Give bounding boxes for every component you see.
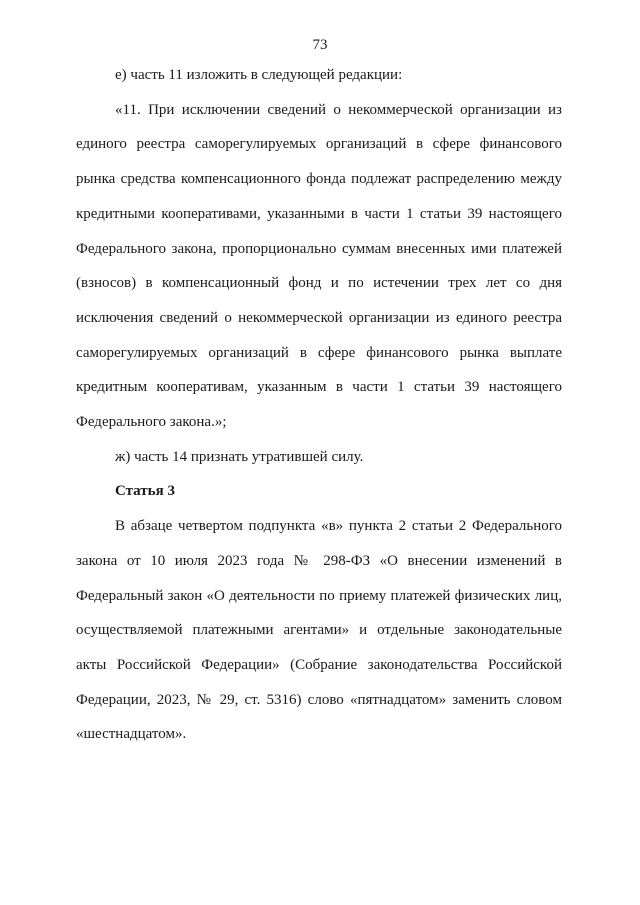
text-line: кредитными кооперативами, указанными в части 1 статьи 39 настоящего: [76, 205, 562, 222]
text-line: «11. При исключении сведений о некоммерческой организации из: [115, 101, 562, 118]
text-line: «шестнадцатом».: [76, 726, 187, 743]
text-line: Федеральный закон «О деятельности по приему платежей физических лиц,: [76, 587, 562, 604]
text-line: Федерации, 2023, № 29, ст. 5316) слово «пятнадцатом» заменить словом: [76, 691, 562, 708]
document-body: [76, 58, 562, 752]
page-number: 73: [312, 37, 328, 53]
text-line: кредитным кооперативам, указанным в части 1 статьи 39 настоящего: [76, 379, 562, 396]
paragraph-part-11: [76, 93, 562, 440]
article-heading: Статья 3: [115, 483, 175, 500]
text-line: осуществляемой платежными агентами» и отдельные законодательные: [76, 622, 562, 639]
text-line: (взносов) в компенсационный фонд и по истечении трех лет со дня: [76, 275, 562, 292]
text-line: единого реестра саморегулируемых организаций в сфере финансового: [76, 136, 562, 153]
paragraph-article-3: [76, 509, 562, 752]
text-line: акты Российской Федерации» (Собрание законодательства Российской: [76, 656, 562, 673]
text-line: Федерального закона, пропорционально суммам внесенных ими платежей: [76, 240, 562, 257]
text-line: рынка средства компенсационного фонда подлежат распределению между: [76, 171, 562, 188]
text-line: закона от 10 июля 2023 года № 298-ФЗ «О внесении изменений в: [76, 552, 562, 569]
paragraph-item-e: е) часть 11 изложить в следующей редакции:: [115, 67, 403, 83]
text-line: Федерального закона.»;: [76, 414, 227, 431]
text-line: исключения сведений о некоммерческой организации из единого реестра: [76, 309, 562, 326]
paragraph-item-zh: ж) часть 14 признать утратившей силу.: [115, 448, 364, 465]
text-line: саморегулируемых организаций в сфере финансового рынка выплате: [76, 344, 562, 361]
text-line: В абзаце четвертом подпункта «в» пункта 2 статьи 2 Федерального: [115, 518, 562, 535]
